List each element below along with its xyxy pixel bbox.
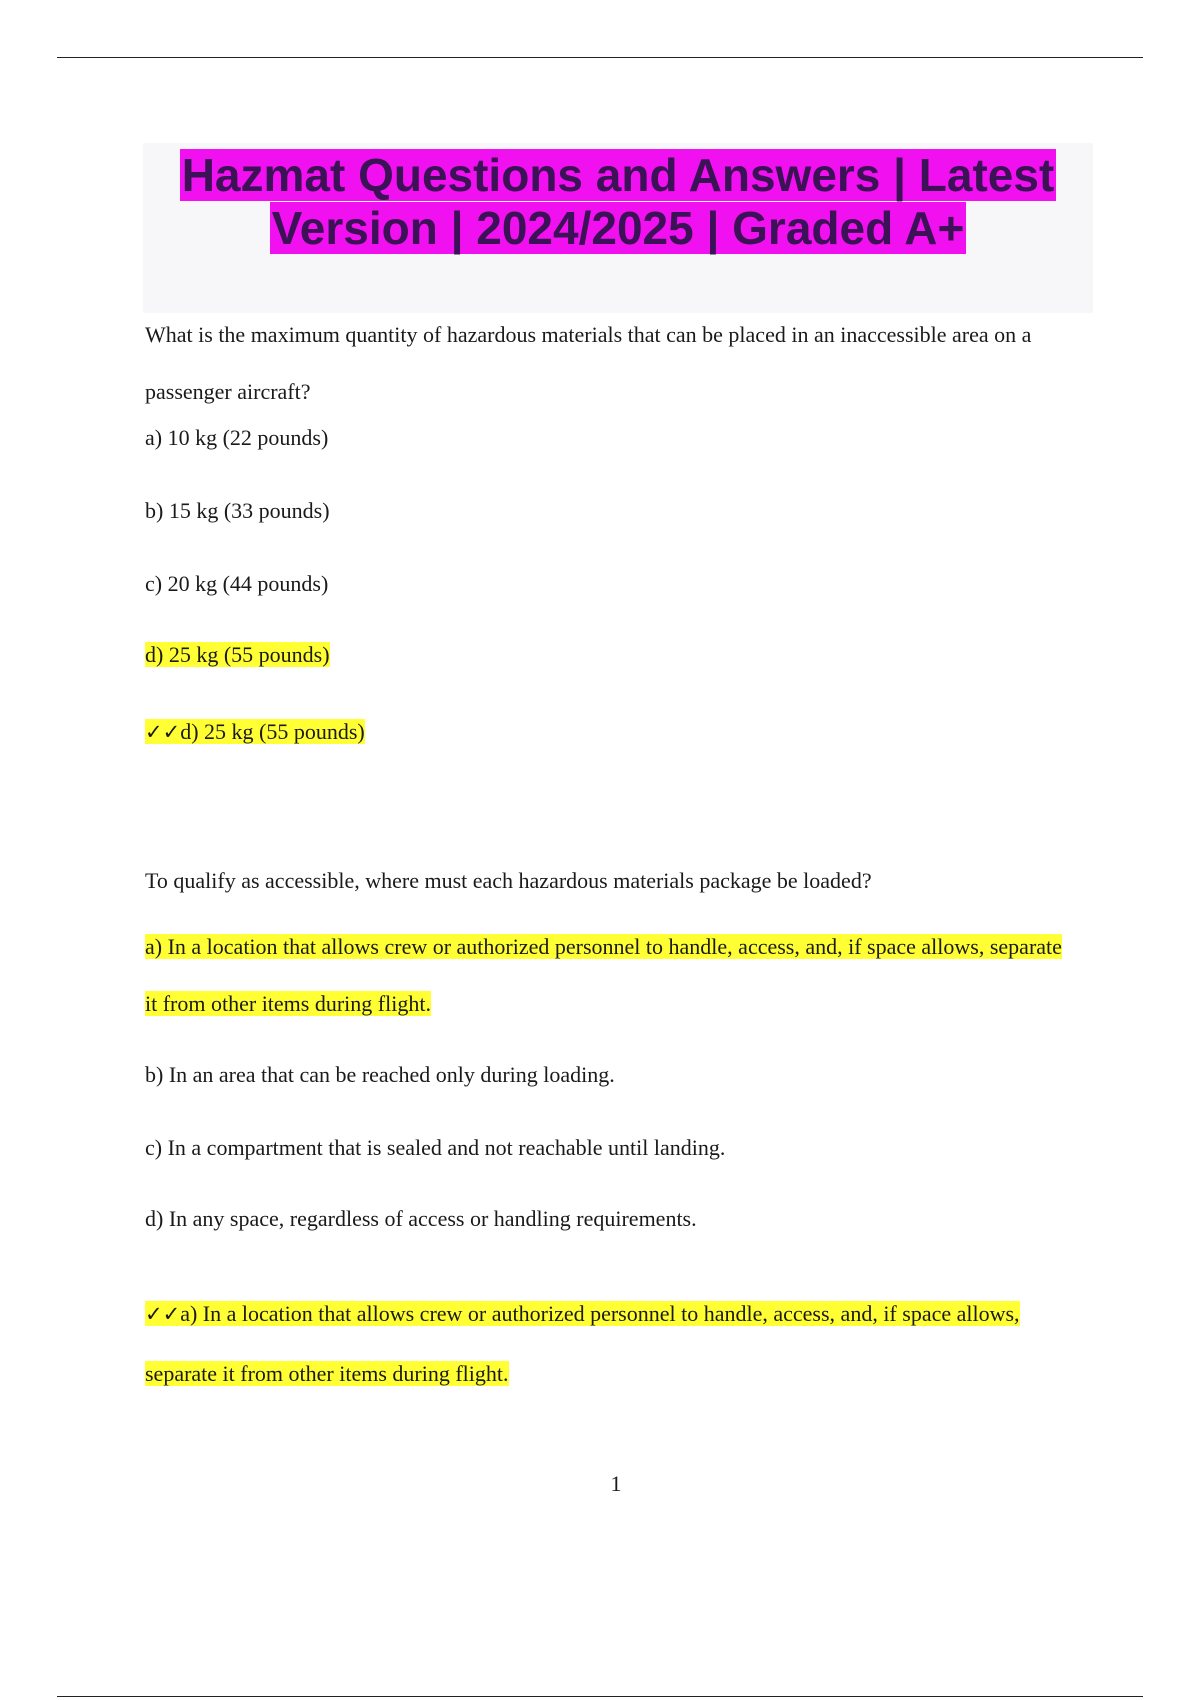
answer-1 bbox=[145, 720, 1075, 744]
answer-2-text: a) In a location that allows crew or authorized personnel to handle, access, and, if space allows, separate it from other items during flight. bbox=[145, 1301, 1020, 1386]
option-2a-text: a) In a location that allows crew or authorized personnel to handle, access, and, if space allows, separate it from other items during flight. bbox=[145, 934, 1062, 1016]
option-1c-text: c) 20 kg (44 pounds) bbox=[145, 571, 329, 596]
option-2b-text: b) In an area that can be reached only during loading. bbox=[145, 1062, 615, 1087]
document-body bbox=[145, 306, 1075, 1404]
document-title bbox=[143, 149, 1093, 255]
option-1a bbox=[145, 426, 1075, 450]
option-1d-text: d) 25 kg (55 pounds) bbox=[145, 642, 330, 667]
option-1c bbox=[145, 572, 1075, 596]
double-checkmark-icon: ✓✓ bbox=[145, 1302, 181, 1326]
question-text-1: What is the maximum quantity of hazardous materials that can be placed in an inaccessible area on a passenger aircraft? bbox=[145, 322, 1032, 404]
answer-2 bbox=[145, 1284, 1045, 1404]
option-1d bbox=[145, 643, 1075, 667]
top-rule bbox=[57, 57, 1143, 58]
title-block bbox=[143, 143, 1093, 313]
option-2a bbox=[145, 918, 1070, 1032]
option-1b bbox=[145, 499, 1075, 523]
title-line-2: Version | 2024/2025 | Graded A+ bbox=[271, 202, 965, 254]
page-number: 1 bbox=[610, 1471, 622, 1496]
option-2d bbox=[145, 1207, 1075, 1231]
option-1b-text: b) 15 kg (33 pounds) bbox=[145, 498, 330, 523]
option-2c bbox=[145, 1136, 1075, 1160]
answer-1-text: d) 25 kg (55 pounds) bbox=[180, 719, 365, 744]
question-block-1 bbox=[145, 306, 1075, 744]
option-2c-text: c) In a compartment that is sealed and not reachable until landing. bbox=[145, 1135, 726, 1160]
option-1a-text: a) 10 kg (22 pounds) bbox=[145, 425, 329, 450]
question-block-2 bbox=[145, 869, 1075, 1404]
option-2d-text: d) In any space, regardless of access or handling requirements. bbox=[145, 1206, 697, 1231]
title-line-1: Hazmat Questions and Answers | Latest bbox=[181, 149, 1055, 201]
bottom-rule bbox=[57, 1696, 1143, 1697]
option-2b bbox=[145, 1063, 1075, 1087]
question-text-2: To qualify as accessible, where must each hazardous materials package be loaded? bbox=[145, 868, 872, 893]
double-checkmark-icon: ✓✓ bbox=[145, 720, 181, 744]
